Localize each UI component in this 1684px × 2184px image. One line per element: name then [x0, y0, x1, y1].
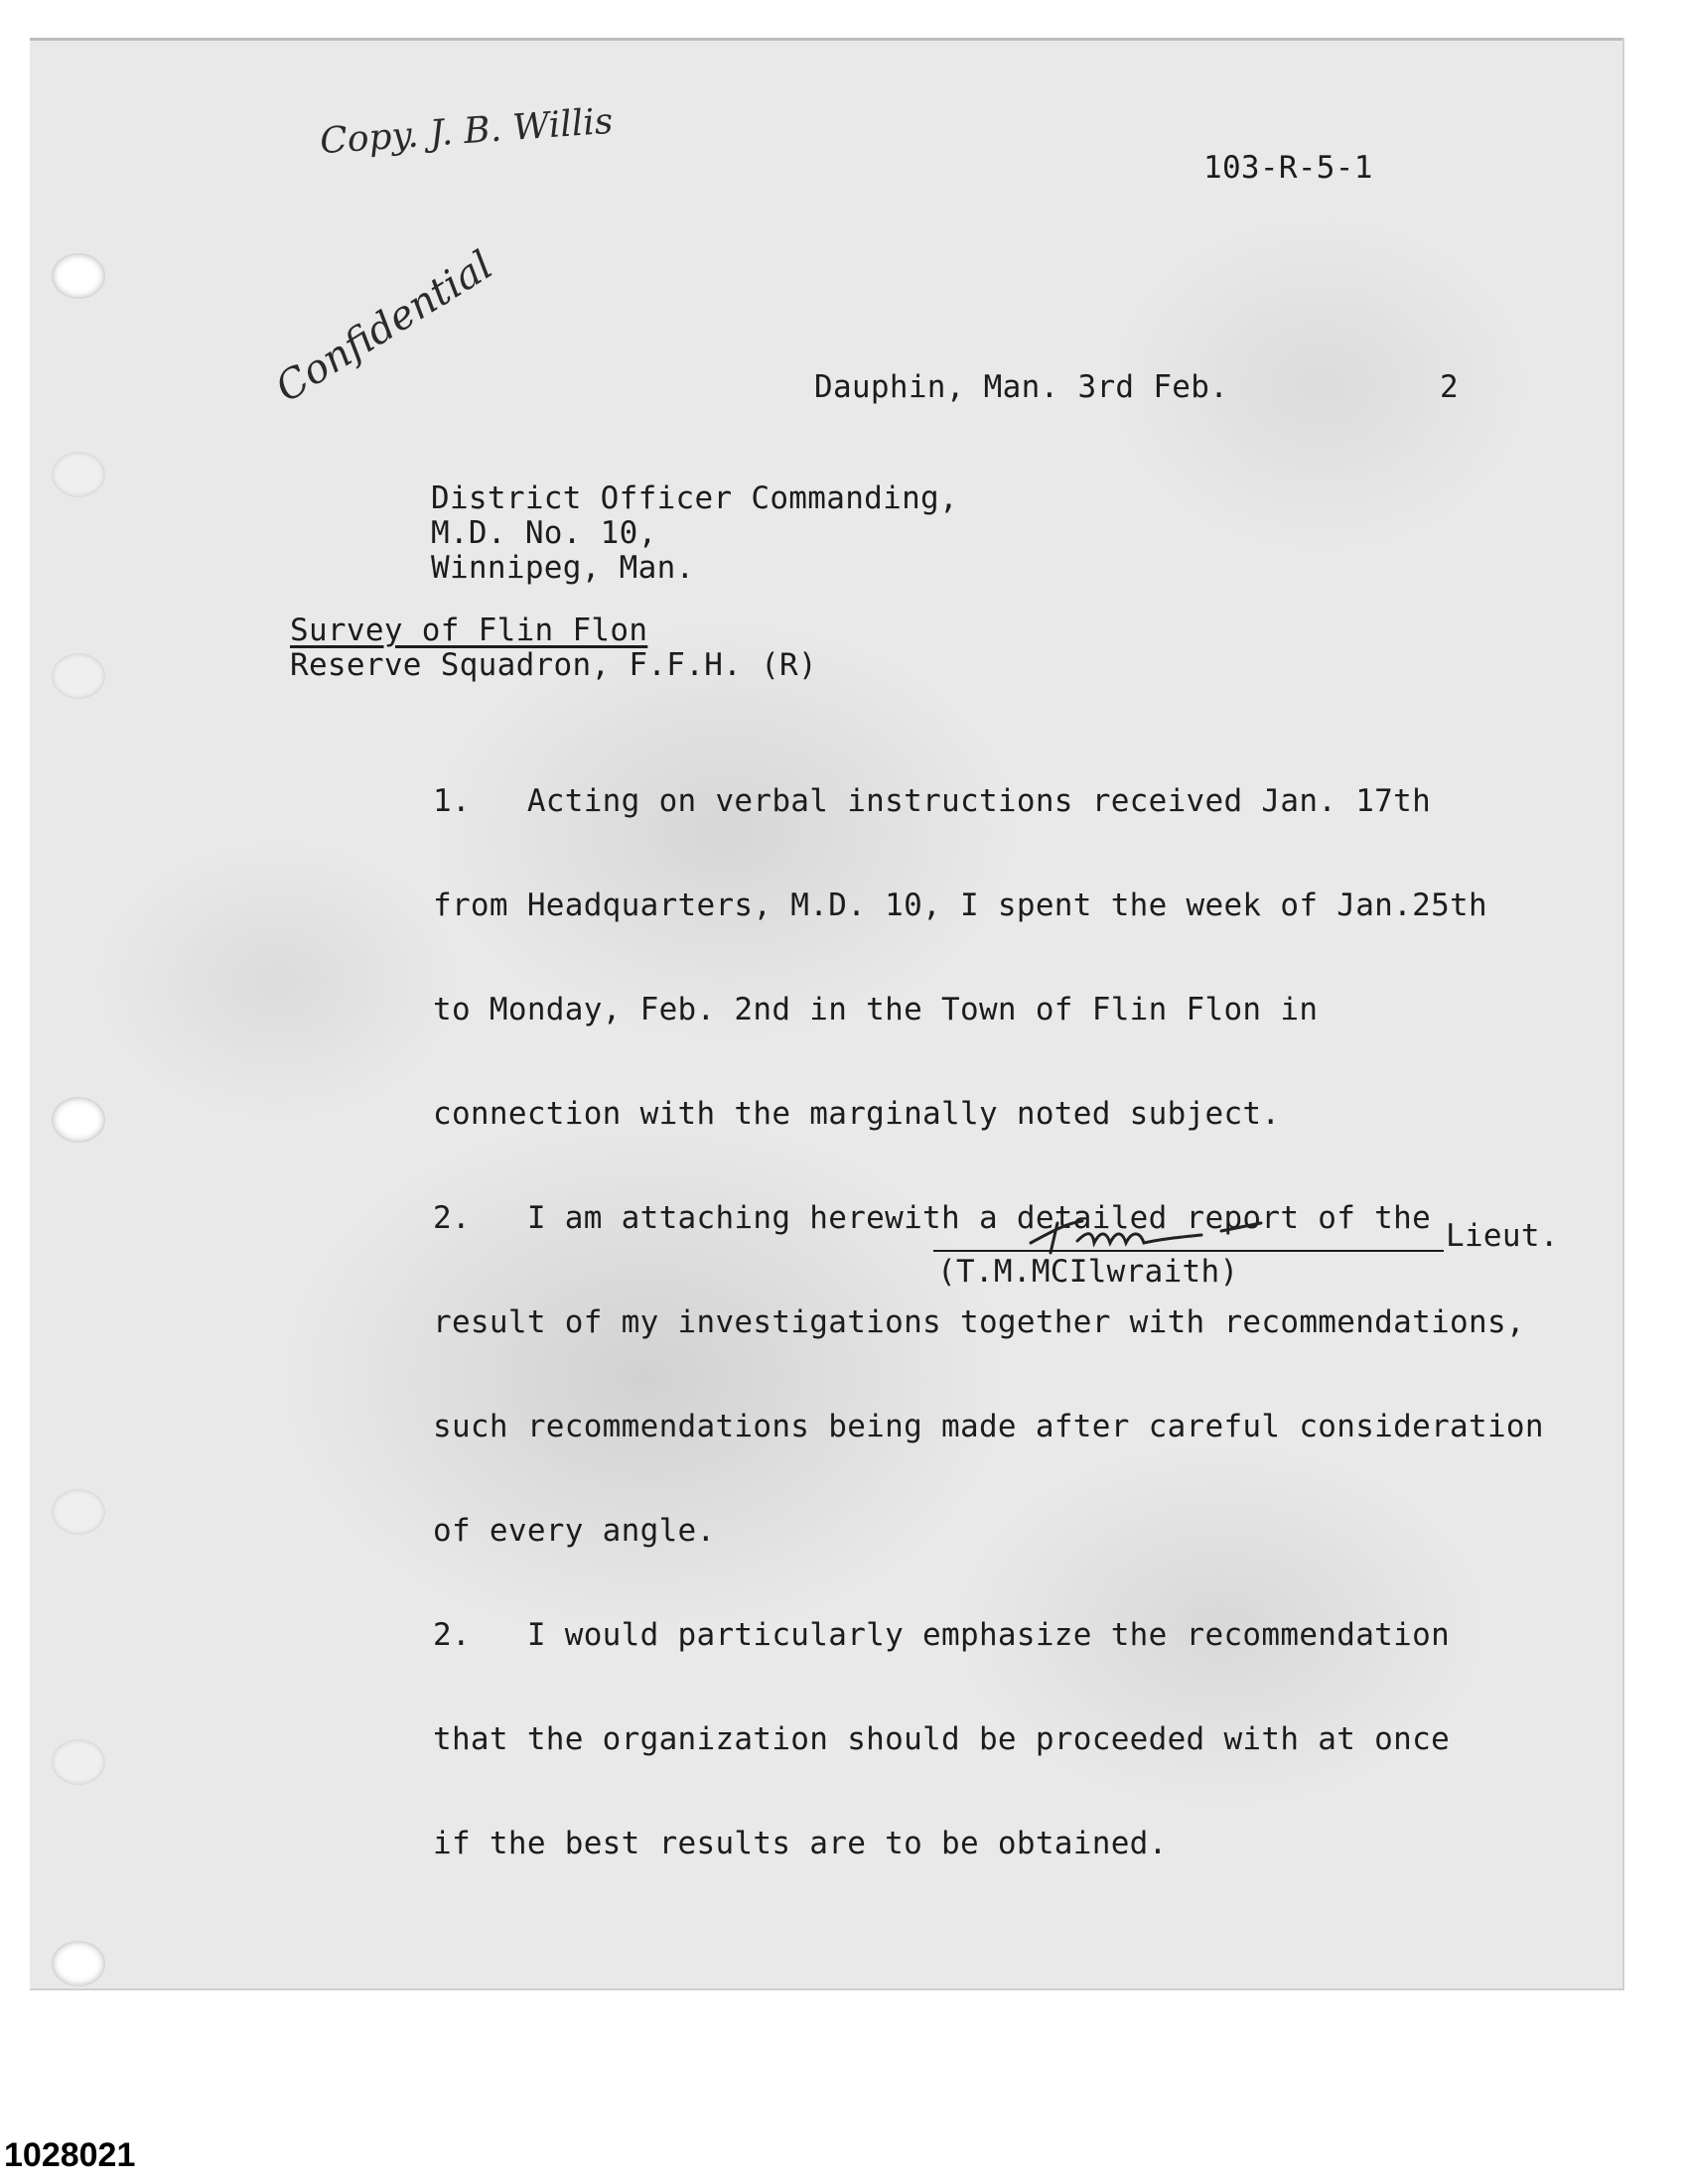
punch-hole	[52, 1739, 105, 1785]
punch-hole	[52, 1941, 105, 1986]
handwritten-confidential-mark: Confidential	[267, 242, 501, 412]
signature-line	[933, 1250, 1444, 1252]
body-line: 2. I would particularly emphasize the recommendation	[433, 1617, 1451, 1653]
subject-line-1: Survey of Flin Flon	[290, 613, 648, 648]
punch-hole	[52, 1489, 105, 1535]
body-line: 1. Acting on verbal instructions received Jan. 17th	[433, 783, 1432, 819]
punch-hole	[52, 1097, 105, 1143]
signature-name: (T.M.MCIlwraith)	[937, 1254, 1239, 1290]
body-line: to Monday, Feb. 2nd in the Town of Flin Flon in	[433, 992, 1319, 1027]
dateline: Dauphin, Man. 3rd Feb.	[814, 369, 1229, 405]
file-reference: 103-R-5-1	[1203, 150, 1373, 186]
document-id-label: 1028021	[4, 2136, 136, 2174]
punch-hole	[52, 253, 105, 299]
body-line: result of my investigations together with recommendations,	[433, 1304, 1525, 1340]
recipient-line: Winnipeg, Man.	[431, 550, 695, 586]
body-line: 2. I am attaching herewith a detailed report of the	[433, 1200, 1432, 1236]
body-line: connection with the marginally noted subject.	[433, 1096, 1281, 1132]
body-line: such recommendations being made after careful consideration	[433, 1409, 1544, 1444]
letter-body	[433, 715, 1544, 1931]
handwritten-copy-note: Copy. J. B. Willis	[318, 100, 615, 163]
punch-hole	[52, 452, 105, 497]
sheet-top-edge	[30, 38, 1622, 41]
page-number: 2	[1440, 369, 1459, 405]
body-line: of every angle.	[433, 1513, 716, 1549]
body-line: that the organization should be proceeded with at once	[433, 1721, 1451, 1757]
recipient-line: M.D. No. 10,	[431, 515, 657, 551]
recipient-line: District Officer Commanding,	[431, 480, 958, 516]
punch-hole	[52, 653, 105, 699]
body-line: if the best results are to be obtained.	[433, 1826, 1168, 1861]
handwritten-signature	[1023, 1201, 1321, 1261]
signature-rank: Lieut.	[1446, 1218, 1559, 1254]
subject-line-2: Reserve Squadron, F.F.H. (R)	[290, 647, 817, 683]
body-line: from Headquarters, M.D. 10, I spent the week of Jan.25th	[433, 887, 1487, 923]
